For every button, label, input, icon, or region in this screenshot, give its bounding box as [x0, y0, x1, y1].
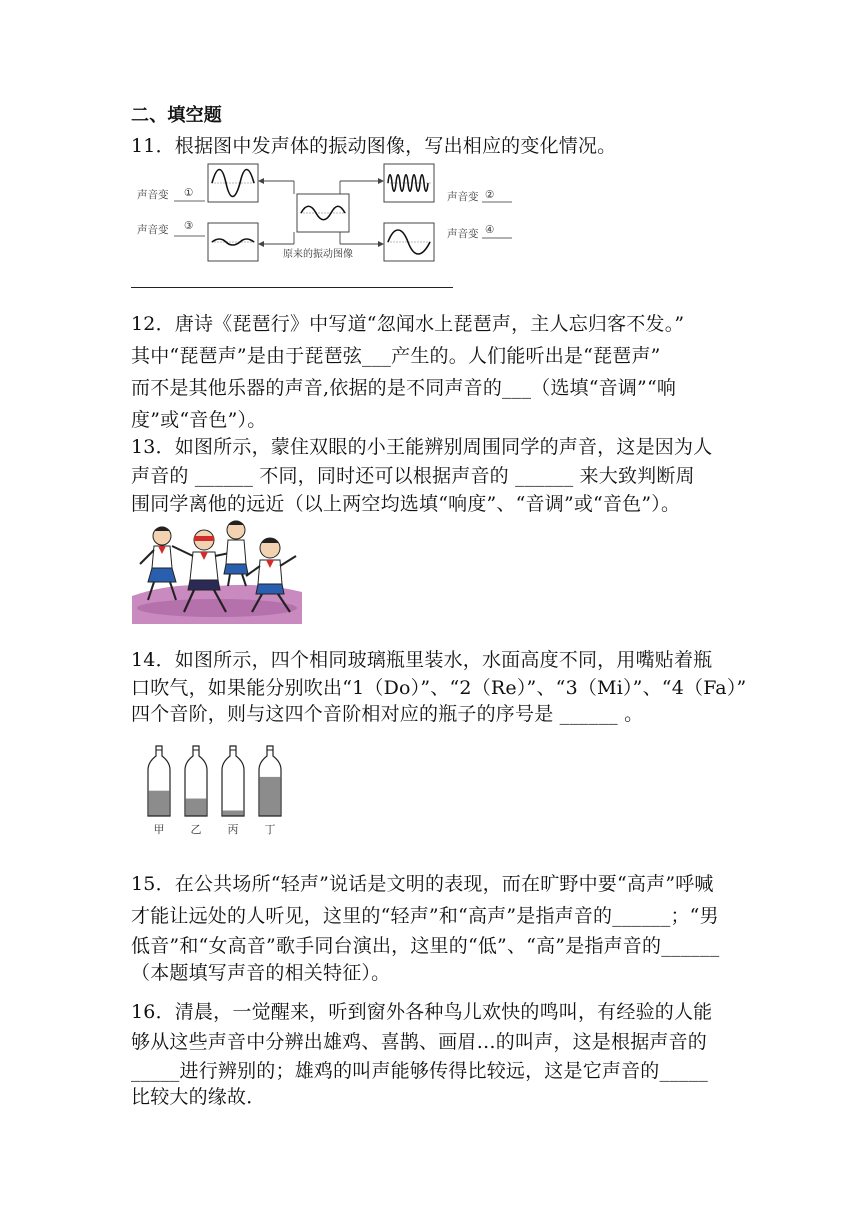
bottle-label-2: 乙 — [190, 823, 202, 836]
q15-line-3: 低音”和“女高音”歌手同台演出，这里的“低”、“高”是指声音的______ — [131, 935, 720, 957]
diagram-number-4: ④ — [485, 224, 495, 236]
question-11: 11．根据图中发声体的振动图像，写出相应的变化情况。 — [131, 135, 617, 157]
q15-line-4: （本题填写声音的相关特征）。 — [131, 962, 391, 984]
bottle-label-3: 丙 — [227, 823, 239, 836]
bottle-4 — [259, 746, 281, 836]
diagram-label-3: 声音变 — [137, 224, 169, 236]
bottles-figure — [140, 742, 300, 838]
children-illustration — [132, 516, 302, 624]
diagram-label-2: 声音变 — [447, 191, 479, 203]
section-title: 二、填空题 — [131, 105, 222, 126]
q16-line-3: _____进行辨别的；雄鸡的叫声能够传得比较远，这是它声音的_____ — [131, 1060, 709, 1082]
diagram-number-2: ② — [485, 189, 495, 201]
q12-line-2: 其中“琵琶声”是由于琵琶弦___产生的。人们能听出是“琵琶声” — [131, 345, 661, 367]
q15-line-1: 15．在公共场所“轻声”说话是文明的表现，而在旷野中要“高声”呼喊 — [131, 873, 714, 895]
q12-line-4: 度”或“音色”）。 — [131, 409, 267, 431]
q16-line-4: 比较大的缘故． — [131, 1086, 266, 1108]
bottle-water-4 — [260, 777, 280, 816]
bottle-3 — [222, 746, 244, 836]
q16-line-2: 够从这些声音中分辨出雄鸡、喜鹊、画眉…的叫声，这是根据声音的 — [131, 1031, 708, 1053]
bottle-water-1 — [149, 791, 169, 816]
bottle-1 — [148, 746, 170, 836]
q13-line-1: 13．如图所示，蒙住双眼的小王能辨别周围同学的声音，这是因为人 — [131, 436, 713, 458]
diagram-caption: 原来的振动图像 — [283, 249, 353, 260]
q13-line-2: 声音的 ______ 不同，同时还可以根据声音的 ______ 来大致判断周 — [131, 465, 695, 487]
q16-line-1: 16．清晨，一觉醒来，听到窗外各种鸟儿欢快的鸣叫，有经验的人能 — [131, 1001, 713, 1023]
bottle-water-2 — [186, 799, 206, 816]
q12-line-3: 而不是其他乐器的声音,依据的是不同声音的___（选填“音调”“响 — [131, 377, 677, 399]
diagram-number-1: ① — [184, 187, 194, 199]
bottle-outline-3 — [222, 746, 244, 816]
q13-line-3: 围同学离他的远近（以上两空均选填“响度”、“音调”或“音色”）。 — [131, 493, 681, 515]
diagram-number-3: ③ — [184, 220, 194, 232]
vibration-diagram — [130, 160, 530, 272]
bottle-label-1: 甲 — [153, 823, 165, 836]
diagram-label-4: 声音变 — [447, 228, 479, 240]
diagram-label-1: 声音变 — [137, 189, 169, 201]
bottle-water-3 — [223, 810, 243, 816]
bottle-label-4: 丁 — [264, 823, 276, 836]
q12-line-1: 12．唐诗《琵琶行》中写道“忽闻水上琵琶声，主人忘归客不发。” — [131, 313, 685, 335]
q14-line-3: 四个音阶，则与这四个音阶相对应的瓶子的序号是 ______ 。 — [131, 703, 644, 725]
q15-line-2: 才能让远处的人听见，这里的“轻声”和“高声”是指声音的______；“男 — [131, 905, 719, 927]
answer-blank-line — [131, 287, 453, 288]
q14-line-2: 口吹气，如果能分别吹出“1（Do）”、“2（Re）”、“3（Mi）”、“4（Fa）” — [131, 677, 747, 699]
q14-line-1: 14．如图所示，四个相同玻璃瓶里装水，水面高度不同，用嘴贴着瓶 — [131, 649, 713, 671]
bottle-2 — [185, 746, 207, 836]
